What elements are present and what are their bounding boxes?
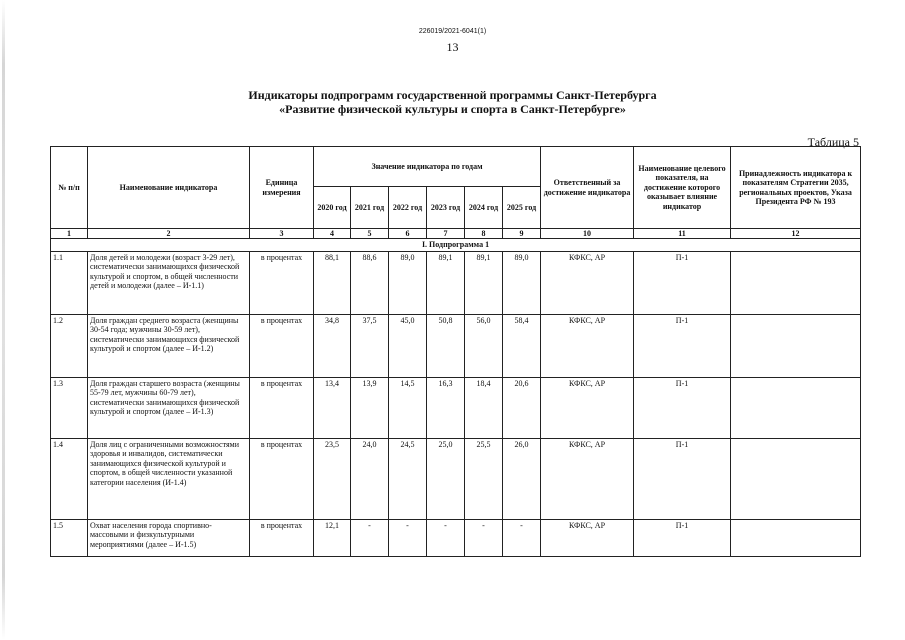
target-indicator: П-1 <box>634 314 731 377</box>
indicator-value: - <box>427 519 465 556</box>
page-number: 13 <box>446 40 459 54</box>
target-indicator: П-1 <box>634 377 731 438</box>
indicator-name: Доля граждан среднего возраста (женщины 30-54 года; мужчины 30-59 лет), систематически занимающихся физической культурой и спортом (далее – И-1.2) <box>88 314 250 377</box>
indicator-value: 12,1 <box>314 519 351 556</box>
column-number: 10 <box>541 229 634 239</box>
indicator-value: 16,3 <box>427 377 465 438</box>
indicator-name: Охват населения города спортивно-массовыми и физкультурными мероприятиями (далее – И-1.5) <box>88 519 250 556</box>
strategy-membership <box>731 377 861 438</box>
indicator-value: - <box>389 519 427 556</box>
subprogram-row <box>51 239 861 252</box>
column-number: 8 <box>465 229 503 239</box>
indicator-value: 56,0 <box>465 314 503 377</box>
indicator-value: 26,0 <box>503 438 541 519</box>
indicator-value: - <box>465 519 503 556</box>
header-row-1 <box>51 147 861 187</box>
col-responsible-header: Ответственный за достижение индикатора <box>541 147 634 229</box>
indicator-unit: в процентах <box>250 377 314 438</box>
indicator-value: 18,4 <box>465 377 503 438</box>
indicator-value: 14,5 <box>389 377 427 438</box>
title-line-2: «Развитие физической культуры и спорта в Санкт-Петербурге» <box>279 102 626 116</box>
column-number: 3 <box>250 229 314 239</box>
row-number: 1.2 <box>51 314 88 377</box>
indicator-value: 89,0 <box>389 251 427 314</box>
indicator-value: 20,6 <box>503 377 541 438</box>
indicator-value: 58,4 <box>503 314 541 377</box>
indicators-table <box>50 146 861 557</box>
indicator-value: 24,5 <box>389 438 427 519</box>
indicator-value: 23,5 <box>314 438 351 519</box>
table-label: Таблица 5 <box>807 135 859 149</box>
column-number: 9 <box>503 229 541 239</box>
col-year-header: 2022 год <box>389 187 427 229</box>
indicator-value: - <box>503 519 541 556</box>
indicator-value: 13,4 <box>314 377 351 438</box>
indicator-value: 89,1 <box>465 251 503 314</box>
row-number: 1.1 <box>51 251 88 314</box>
indicator-value: 25,0 <box>427 438 465 519</box>
strategy-membership <box>731 519 861 556</box>
responsible: КФКС, АР <box>541 438 634 519</box>
col-year-header: 2025 год <box>503 187 541 229</box>
indicator-unit: в процентах <box>250 251 314 314</box>
row-number: 1.5 <box>51 519 88 556</box>
responsible: КФКС, АР <box>541 377 634 438</box>
col-values-group-header: Значение индикатора по годам <box>314 147 541 187</box>
strategy-membership <box>731 438 861 519</box>
column-number: 11 <box>634 229 731 239</box>
indicator-value: - <box>351 519 389 556</box>
responsible: КФКС, АР <box>541 251 634 314</box>
col-year-header: 2023 год <box>427 187 465 229</box>
indicator-name: Доля граждан старшего возраста (женщины 55-79 лет, мужчины 60-79 лет), систематически занимающихся физической культурой и спортом (далее – И-1.3) <box>88 377 250 438</box>
column-number: 2 <box>88 229 250 239</box>
indicator-value: 88,1 <box>314 251 351 314</box>
subprogram-title: I. Подпрограмма 1 <box>51 239 861 252</box>
column-number: 5 <box>351 229 389 239</box>
title-line-1: Индикаторы подпрограмм государственной программы Санкт-Петербурга <box>248 88 657 102</box>
row-number: 1.3 <box>51 377 88 438</box>
column-number: 1 <box>51 229 88 239</box>
indicator-value: 50,8 <box>427 314 465 377</box>
indicator-value: 89,0 <box>503 251 541 314</box>
indicator-value: 25,5 <box>465 438 503 519</box>
col-unit-header: Единица измерения <box>250 147 314 229</box>
table-row <box>51 438 861 519</box>
table-row <box>51 519 861 556</box>
indicator-value: 88,6 <box>351 251 389 314</box>
col-year-header: 2024 год <box>465 187 503 229</box>
responsible: КФКС, АР <box>541 314 634 377</box>
indicator-value: 89,1 <box>427 251 465 314</box>
indicator-unit: в процентах <box>250 519 314 556</box>
indicator-value: 24,0 <box>351 438 389 519</box>
column-number: 4 <box>314 229 351 239</box>
strategy-membership <box>731 251 861 314</box>
indicator-value: 34,8 <box>314 314 351 377</box>
strategy-membership <box>731 314 861 377</box>
target-indicator: П-1 <box>634 519 731 556</box>
indicator-value: 45,0 <box>389 314 427 377</box>
col-year-header: 2020 год <box>314 187 351 229</box>
responsible: КФКС, АР <box>541 519 634 556</box>
col-num-header: № п/п <box>51 147 88 229</box>
table-row <box>51 314 861 377</box>
column-number-row <box>51 229 861 239</box>
col-year-header: 2021 год <box>351 187 389 229</box>
column-number: 6 <box>389 229 427 239</box>
document-number: 226019/2021-6041(1) <box>418 28 487 35</box>
indicator-name: Доля лиц с ограниченными возможностями здоровья и инвалидов, систематически занимающихся физической культурой и спортом, в общей численности указанной категории населения (И-1.4) <box>88 438 250 519</box>
col-name-header: Наименование индикатора <box>88 147 250 229</box>
col-strategy-header: Принадлежность индикатора к показателям Стратегии 2035, региональных проектов, Указа Президента РФ № 193 <box>731 147 861 229</box>
indicator-unit: в процентах <box>250 438 314 519</box>
col-target-header: Наименование целевого показателя, на достижение которого оказывает влияние индикатор <box>634 147 731 229</box>
indicator-value: 13,9 <box>351 377 389 438</box>
column-number: 12 <box>731 229 861 239</box>
indicator-unit: в процентах <box>250 314 314 377</box>
page-title <box>0 88 905 116</box>
column-number: 7 <box>427 229 465 239</box>
table-row <box>51 251 861 314</box>
table-row <box>51 377 861 438</box>
indicator-name: Доля детей и молодежи (возраст 3-29 лет), систематически занимающихся физической культурой и спортом, в общей численности детей и молодежи (далее – И-1.1) <box>88 251 250 314</box>
indicator-value: 37,5 <box>351 314 389 377</box>
row-number: 1.4 <box>51 438 88 519</box>
target-indicator: П-1 <box>634 438 731 519</box>
target-indicator: П-1 <box>634 251 731 314</box>
